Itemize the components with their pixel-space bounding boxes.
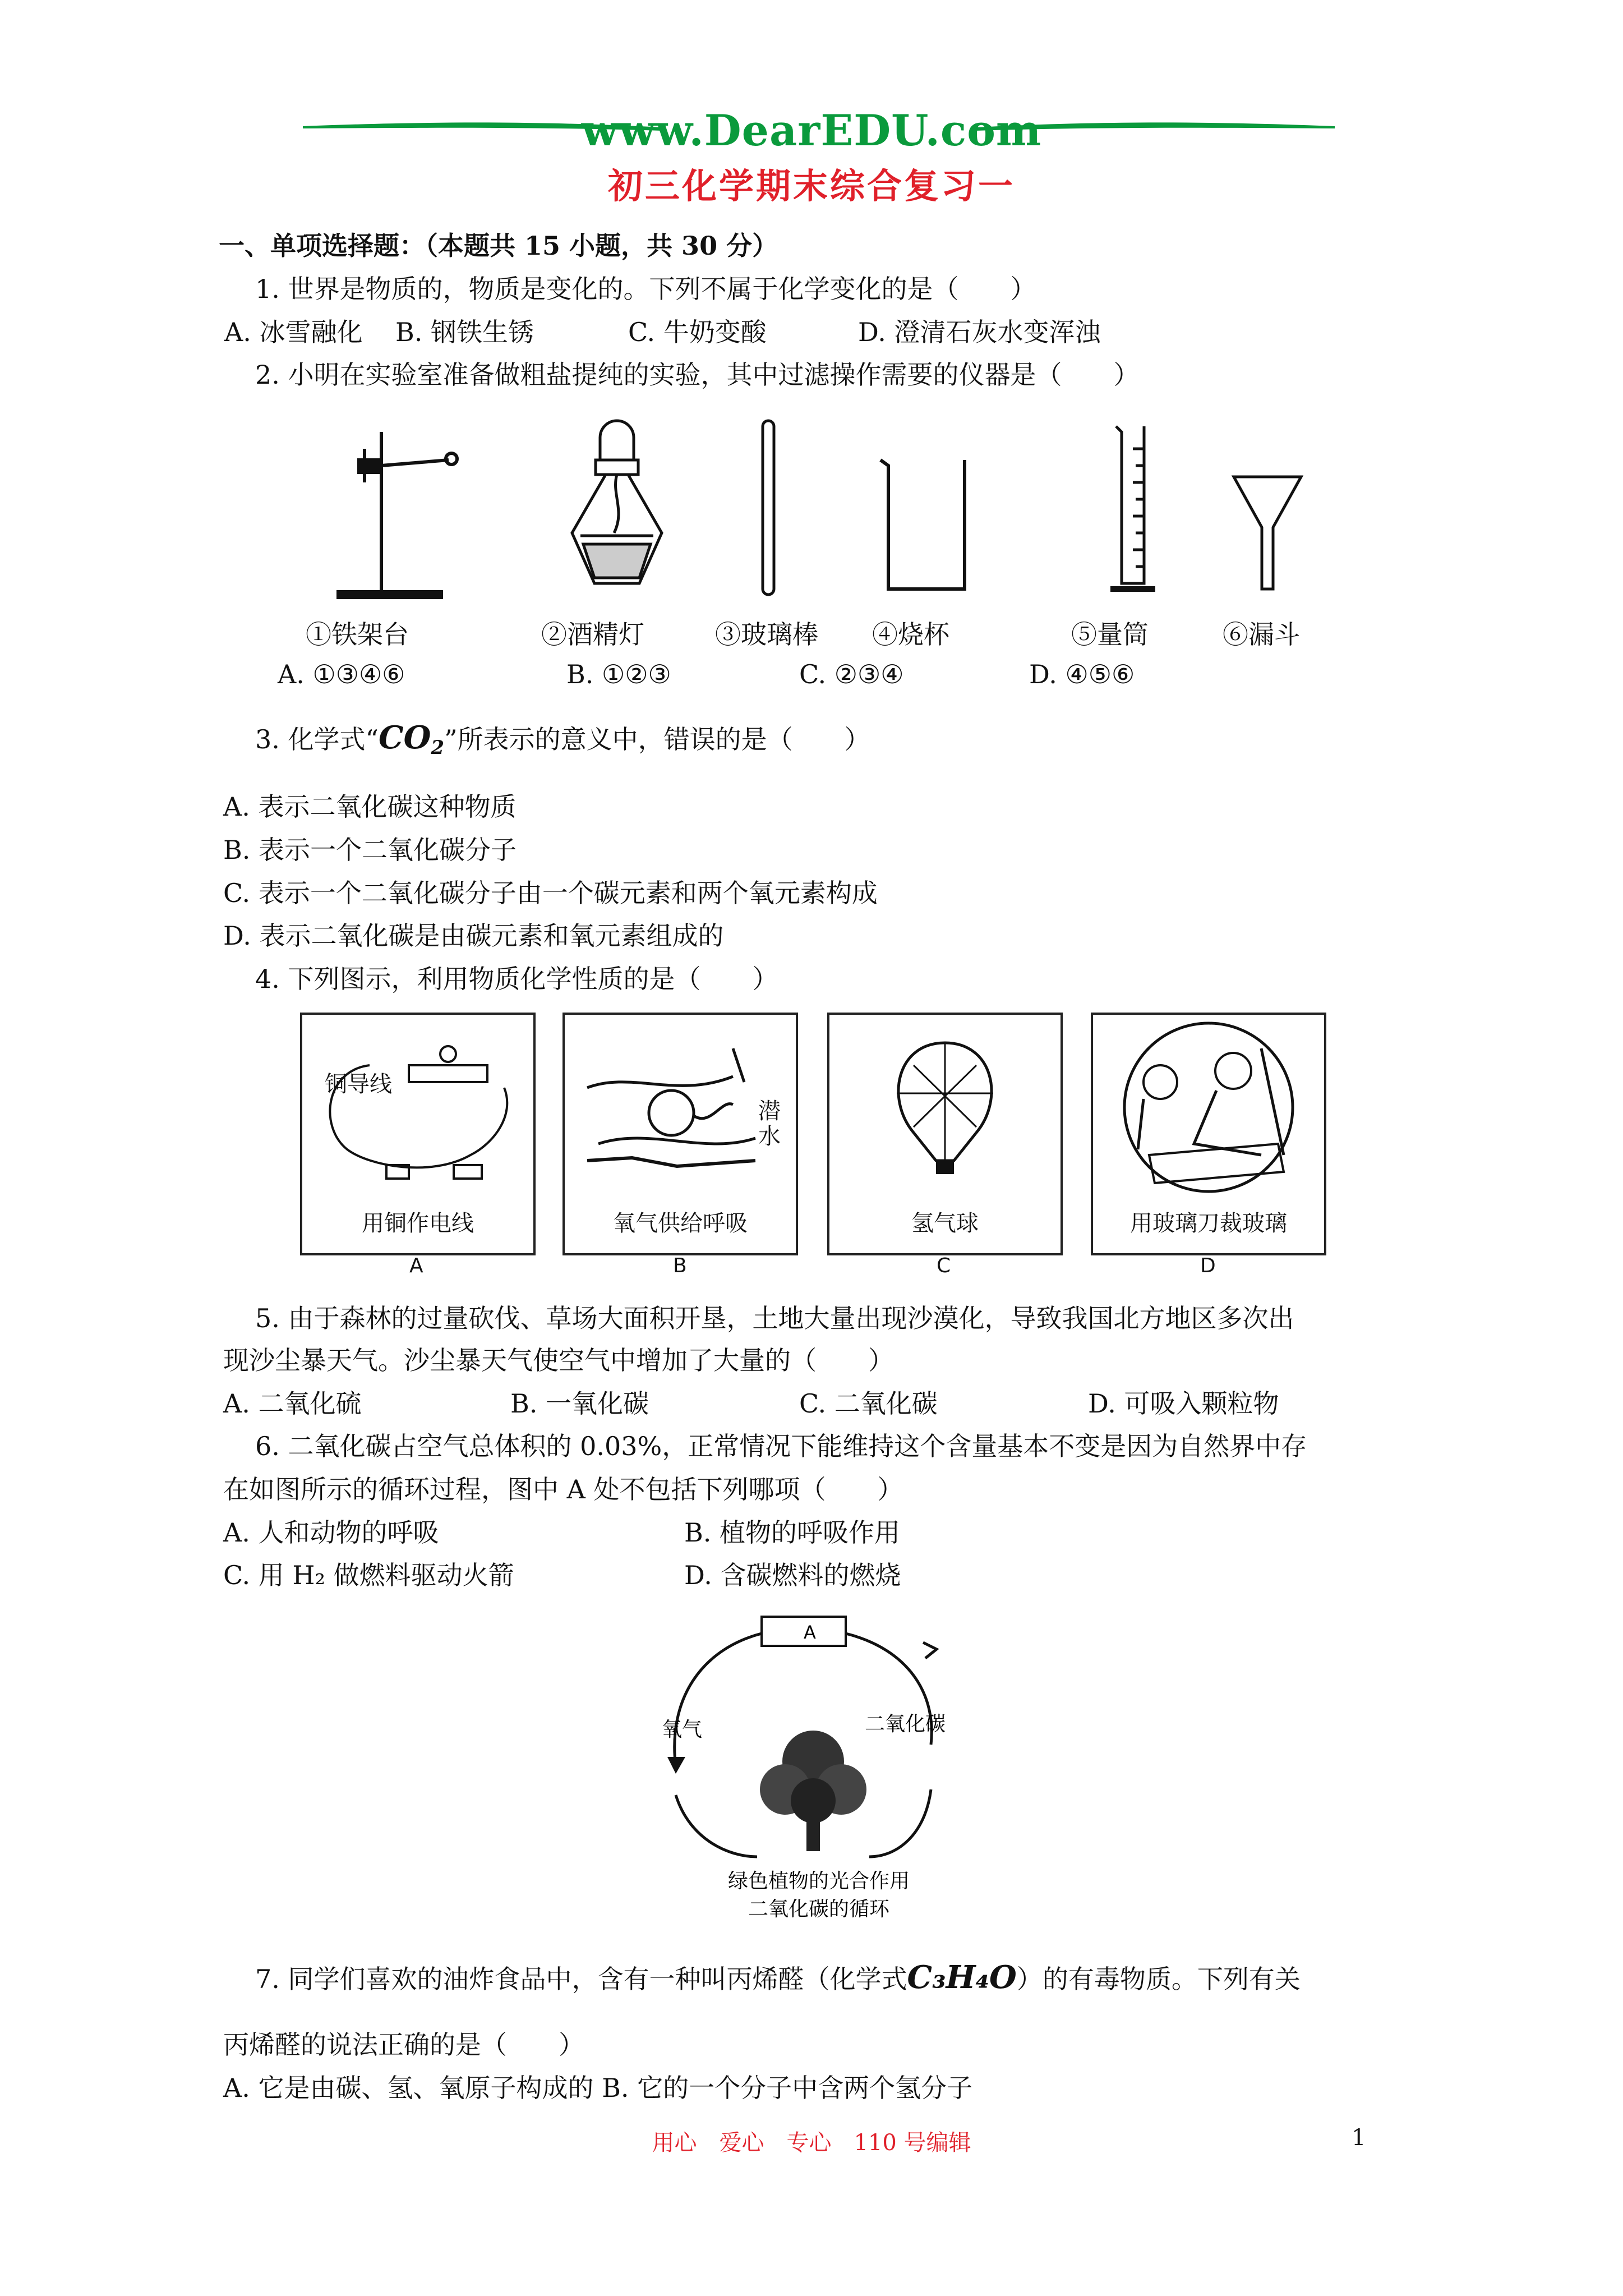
instrument-label-4: ④烧杯 [872,619,949,650]
q7-line3: A. 它是由碳、氢、氧原子构成的 B. 它的一个分子中含两个氢分子 [223,2073,973,2103]
q5-line1: 5. 由于森林的过量砍伐、草场大面积开垦，土地大量出现沙漠化，导致我国北方地区多次出 [255,1303,1294,1333]
panel-c-letter: C [937,1254,951,1277]
section-heading: 一、单项选择题：（本题共 15 小题，共 30 分） [219,231,778,261]
panel-b-extra2: 水 [758,1124,781,1149]
funnel-icon [1234,477,1301,589]
q5-option-a: A. 二氧化硫 [223,1388,362,1419]
footer-text: 用心 爱心 专心 110 号编辑 [652,2130,971,2156]
q1-option-a: A. 冰雪融化 [224,317,363,347]
panel-b-extra1: 潜 [758,1098,781,1124]
panel-b-letter: B [673,1254,687,1277]
instrument-label-6: ⑥漏斗 [1223,619,1300,650]
q5-option-c: C. 二氧化碳 [799,1388,938,1419]
q4-stem: 4. 下列图示，利用物质化学性质的是（ ） [255,964,778,994]
q3-option-a: A. 表示二氧化碳这种物质 [223,792,517,822]
instrument-label-5: ⑤量筒 [1071,619,1149,650]
q1-option-d: D. 澄清石灰水变浑浊 [858,317,1101,347]
q3-option-b: B. 表示一个二氧化碳分子 [223,835,517,865]
panel-a-letter: A [409,1254,423,1277]
q3-stem: 3. 化学式“$CO_2$”所表示的意义中，错误的是（ ） [255,719,870,759]
q3-option-d: D. 表示二氧化碳是由碳元素和氧元素组成的 [223,921,724,951]
q7-line2: 丙烯醛的说法正确的是（ ） [223,2030,584,2060]
site-name: www.DearEDU.com [581,105,1042,155]
co2-formula: $CO_2$ [379,719,445,759]
page-title: 初三化学期末综合复习一 [607,165,1015,206]
q6-option-c: C. 用 H₂ 做燃料驱动火箭 [223,1560,514,1590]
panel-b [562,1013,798,1255]
tree-icon [760,1731,866,1851]
q2-stem: 2. 小明在实验室准备做粗盐提纯的实验，其中过滤操作需要的仪器是（ ） [255,360,1140,390]
panel-d-caption: 用玻璃刀裁玻璃 [1130,1211,1287,1236]
diagram-box-label: A [804,1622,816,1643]
q3-option-c: C. 表示一个二氧化碳分子由一个碳元素和两个氧元素构成 [223,878,878,908]
q2-option-a: A. ①③④⑥ [278,659,405,689]
q5-option-d: D. 可吸入颗粒物 [1088,1388,1279,1419]
panel-c-caption: 氢气球 [911,1211,979,1236]
panel-d-letter: D [1200,1254,1216,1277]
instrument-label-1: ①铁架台 [306,619,409,650]
panel-b-caption: 氧气供给呼吸 [613,1211,748,1236]
q1-stem: 1. 世界是物质的，物质是变化的。下列不属于化学变化的是（ ） [255,274,1036,304]
diagram-caption-1: 绿色植物的光合作用 [727,1870,910,1893]
panel-a-caption: 用铜作电线 [362,1211,474,1236]
q7-line1: 7. 同学们喜欢的油炸食品中，含有一种叫丙烯醛（化学式C₃H₄O）的有毒物质。下列有关 [255,1959,1301,1996]
q2-option-c: C. ②③④ [799,659,904,689]
q2-option-b: B. ①②③ [566,659,671,689]
graduated-cylinder-icon [1110,426,1155,589]
instrument-label-2: ②酒精灯 [541,619,644,650]
copper-wire-icon [302,1015,533,1205]
beaker-icon [880,460,965,589]
alcohol-lamp-icon [572,421,662,583]
diagram-right-label: 二氧化碳 [865,1713,946,1736]
instrument-label-3: ③玻璃棒 [715,619,818,650]
diagram-caption-2: 二氧化碳的循环 [748,1898,890,1921]
panel-a-extra: 铜导线 [325,1071,392,1097]
page-number: 1 [1352,2125,1366,2151]
q5-line2: 现沙尘暴天气。沙尘暴天气使空气中增加了大量的（ ） [223,1345,894,1375]
carbon-cycle-diagram [645,1610,993,1930]
q6-option-a: A. 人和动物的呼吸 [223,1517,439,1548]
q6-option-b: B. 植物的呼吸作用 [684,1517,901,1548]
instrument-illustrations [325,415,1447,606]
q5-option-b: B. 一氧化碳 [510,1388,649,1419]
q6-option-d: D. 含碳燃料的燃烧 [684,1560,901,1590]
glass-rod-icon [763,421,774,595]
q2-option-d: D. ④⑤⑥ [1029,659,1135,689]
q1-option-c: C. 牛奶变酸 [628,317,767,347]
iron-stand-icon [336,432,457,595]
q6-line1: 6. 二氧化碳占空气总体积的 0.03%，正常情况下能维持这个含量基本不变是因为自然界中存 [255,1431,1307,1461]
glass-cutter-icon [1093,1015,1324,1205]
hydrogen-balloon-icon [829,1015,1061,1205]
panel-c [827,1013,1063,1255]
panel-d [1091,1013,1326,1255]
panel-a [300,1013,536,1255]
q1-option-b: B. 钢铁生锈 [395,317,534,347]
diagram-left-label: 氧气 [662,1718,703,1741]
c3h4o-formula: C₃H₄O [907,1959,1017,1996]
q6-line2: 在如图所示的循环过程，图中 A 处不包括下列哪项（ ） [223,1474,903,1504]
